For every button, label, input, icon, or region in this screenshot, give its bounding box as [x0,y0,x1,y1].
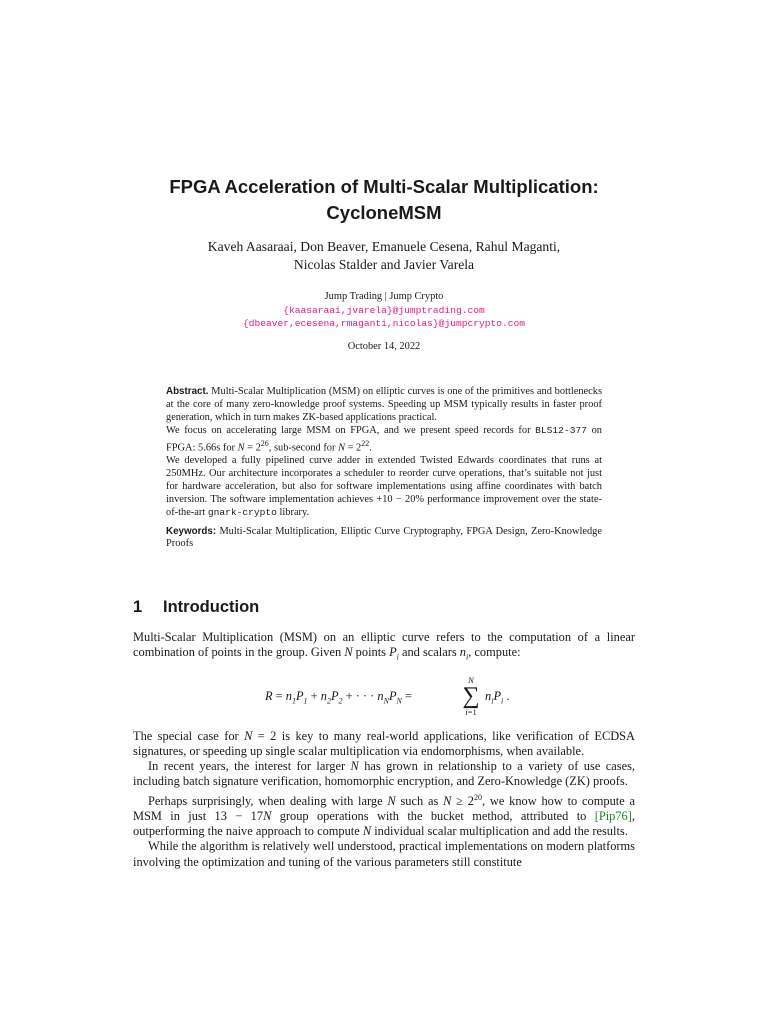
body-text-4e: , outperforming the naive approach to compute [133,809,635,839]
body-text-2a: The special case for [133,728,245,743]
library-name: gnark-crypto [207,506,277,518]
body-text-2b: is key to many real-world applications, like verification of ECDSA signatures, or speeding up single scalar multiplication via endomorphisms, when available. [133,728,635,759]
title-line-1: FPGA Acceleration of Multi-Scalar Multiplication: [169,176,599,197]
abstract-text-3b: library. [276,506,310,518]
body-text-4c: , we know how to compute a MSM in just 13 − 17 [133,793,636,824]
curve-name: BLS12-377 [535,424,587,436]
body-text-4a: Perhaps surprisingly, when dealing with large [148,793,388,808]
section-number: 1 [133,598,143,616]
abstract-text-3a: We developed a fully pipelined curve adder in extended Twisted Edwards coordinates that runs at 250MHz. Our architecture incorporates a scheduler to reorder curve operations, that’s suitable not just for hardware acceleration, but also for software implementations using affine coordinates with batch inversion. The software implementation achieves +10 − 20% performance improvement over the state-of-the-art [166,455,602,518]
abstract-text-1: Multi-Scalar Multiplication (MSM) on elliptic curves is one of the primitives and bottlenecks at the core of many zero-knowledge proof systems. Speeding up MSM typically results in faster proof generation, which in turn makes ZK-based applications practical. [166,386,602,423]
body-text-4d: group operations with the bucket method, attributed to [271,809,595,824]
msm-equation [133,665,635,729]
body-para-3: In recent years, the interest for larger N has grown in relationship to a variety of use cases, including batch signature verification, homomorphic encryption, and Zero-Knowledge (ZK) proofs. [133,759,635,789]
abstract-text-2b: on FPGA: 5.66s for [166,424,602,454]
body-para-4: Perhaps surprisingly, when dealing with large N such as $N \ge 2^{20}$, we know how to compute a MSM in just 13 − 17N group operations with the bucket method, attributed to [Pip76], outperforming the naive approach to compute N individual scalar multiplication and add the results. [133,792,636,839]
abstract-label: Abstract. [166,386,209,397]
body-text [133,630,635,870]
equation-lhs: $R = n_1P_1 + n_2P_2$ + · · · $n_NP_N$ = [265,688,412,706]
body-text-1b: points [352,645,390,660]
body-para-2: The special case for N = 2 is key to many real-world applications, like verification of ECDSA signatures, or speeding up single scalar multiplication via endomorphisms, when available. [133,728,635,759]
abstract-text-2a: We focus on accelerating large MSM on FPGA, and we present speed records for [166,424,536,436]
affiliation: Jump Trading | Jump Crypto [324,291,444,302]
body-text-4b: such as [395,793,444,808]
body-text-3a: In recent years, the interest for larger [148,759,351,774]
email-link-1[interactable]: {kaasaraai,jvarela}@jumptrading.com [283,304,485,316]
author-list [133,238,635,274]
abstract-para-2: We focus on accelerating large MSM on FPGA, and we present speed records for BLS12-377 on FPGA: 5.66s for $N = 2^{26}$, sub-second for $N = 2^{22}$. [166,424,602,454]
body-text-3b: has grown in relationship to a variety of use cases, including batch signature verification, homomorphic encryption, and Zero-Knowledge (ZK) proofs. [133,759,635,789]
body-para-5: While the algorithm is relatively well understood, practical implementations on modern platforms involving the optimization and tuning of the various parameters still constitute [133,839,635,869]
abstract-para-3 [166,455,602,520]
paper-title [133,174,635,226]
affiliation-block [133,290,635,331]
authors-line-2: Nicolas Stalder and Javier Varela [293,257,475,272]
keywords-text: Multi-Scalar Multiplication, Elliptic Curve Cryptography, FPGA Design, Zero-Knowledge Proofs [166,525,602,550]
abstract [166,386,602,551]
body-text-1d: , compute: [468,645,521,660]
publication-date: October 14, 2022 [347,341,421,352]
section-heading [133,598,635,617]
title-line-2: CycloneMSM [326,202,442,223]
abstract-para-1 [166,386,602,425]
body-text-1a: Multi-Scalar Multiplication (MSM) on an elliptic curve refers to the computation of a linear combination of points in the group. Given [133,630,635,660]
keywords-label: Keywords: [166,525,217,537]
keywords [166,526,602,552]
abstract-text-2c: , sub-second for [268,442,339,454]
email-link-2[interactable]: {dbeaver,ecesena,rmaganti,nicolas}@jumpcrypto.com [242,318,526,329]
section-title: Introduction [163,598,260,616]
summation-symbol: N ∑ i=1 [462,674,480,717]
body-text-1c: and scalars [398,645,460,660]
citation-link-pip76[interactable]: [Pip76] [594,809,632,824]
body-text-4f: individual scalar multiplication and add the results. [371,824,628,839]
body-para-1: Multi-Scalar Multiplication (MSM) on an elliptic curve refers to the computation of a linear combination of points in the group. Given N points $P_i$ and scalars $n_i$, compute: [133,630,635,662]
authors-line-1: Kaveh Aasaraai, Don Beaver, Emanuele Cesena, Rahul Maganti, [207,239,561,254]
equation-rhs: $n_iP_i$ . [485,688,510,706]
